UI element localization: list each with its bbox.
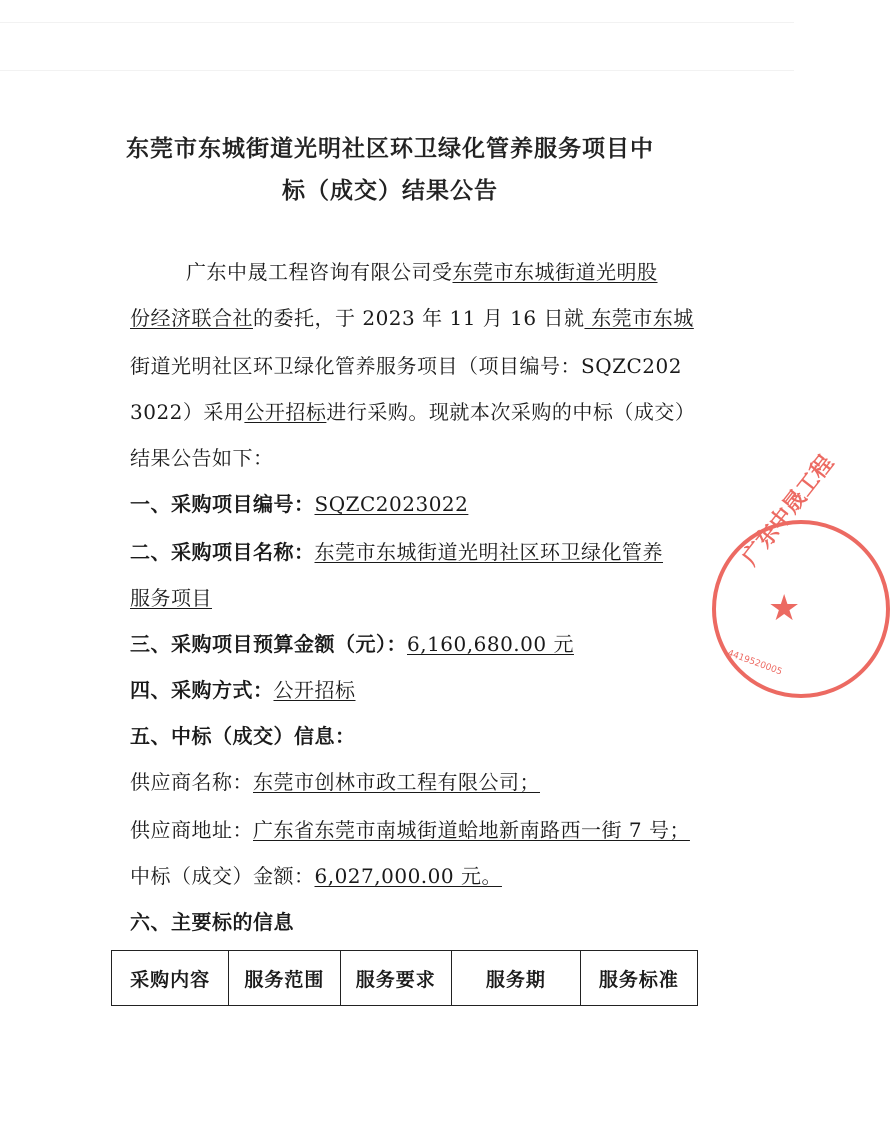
agency-name: 广东中晟工程咨询有限公司受: [186, 260, 453, 284]
company-seal: [712, 451, 890, 698]
title-line-1: 东莞市东城街道光明社区环卫绿化管养服务项目中: [126, 135, 654, 162]
item-budget: [130, 630, 574, 658]
supplier-address-value: 广东省东莞市南城街道蛤地新南路西一街 7 号；: [253, 818, 690, 842]
procurement-method-inline: 公开招标: [244, 400, 327, 424]
table-header-cell: 采购内容: [112, 951, 229, 1006]
award-amount-value: 6,027,000.00 元。: [314, 864, 502, 888]
budget-value: 6,160,680.00 元: [407, 632, 574, 656]
project-name-label: 二、采购项目名称：: [130, 540, 315, 564]
intro-line-3: 街道光明社区环卫绿化管养服务项目（项目编号：SQZC202: [130, 354, 682, 378]
item-award-amount: [130, 862, 502, 890]
intro-line-5: 结果公告如下：: [130, 446, 274, 470]
scan-artifact-line: [0, 22, 794, 23]
method-label: 四、采购方式：: [130, 678, 274, 702]
table-header-cell: 服务范围: [229, 951, 340, 1006]
table-header-row: [112, 951, 698, 1006]
project-number-value: SQZC2023022: [314, 492, 469, 516]
project-number-label: 一、采购项目编号：: [130, 492, 315, 516]
item-project-name: [130, 538, 663, 566]
project-name-value-cont: 服务项目: [130, 586, 212, 610]
intro-line-2: [130, 304, 694, 332]
project-name-part1: 东莞市东城: [584, 306, 694, 330]
supplier-name-label: 供应商名称：: [130, 770, 253, 794]
table-header-cell: 服务期: [451, 951, 580, 1006]
item-supplier-name: [130, 768, 540, 796]
seal-number: 4419520005: [726, 648, 784, 678]
commission-date: 的委托，于 2023 年 11 月 16 日就: [253, 306, 585, 330]
seal-text: 广东中晟工程: [737, 451, 839, 571]
supplier-address-label: 供应商地址：: [130, 818, 253, 842]
purchaser-name-part2: 份经济联合社: [130, 306, 253, 330]
method-value: 公开招标: [273, 678, 356, 702]
project-name-value: 东莞市东城街道光明社区环卫绿化管养: [314, 540, 663, 564]
intro-line-4: [130, 398, 695, 426]
table-header-cell: 服务要求: [340, 951, 451, 1006]
item-project-number: [130, 490, 468, 518]
award-info-label: 五、中标（成交）信息：: [130, 724, 356, 748]
purchaser-name-part1: 东莞市东城街道光明股: [452, 260, 658, 284]
intro-closing: 进行采购。现就本次采购的中标（成交）: [326, 400, 696, 424]
item-project-name-cont: [130, 584, 212, 612]
item-method: [130, 676, 356, 704]
main-subject-label: 六、主要标的信息: [130, 910, 294, 934]
project-number-tail: 3022）采用: [130, 400, 245, 424]
scan-artifact-line: [0, 70, 794, 71]
table-header-cell: 服务标准: [580, 951, 697, 1006]
award-amount-label: 中标（成交）金额：: [130, 864, 315, 888]
item-supplier-address: [130, 816, 690, 844]
intro-line-1: [186, 258, 658, 286]
seal-star-icon: ★: [768, 588, 801, 629]
subject-info-table: [111, 950, 698, 1006]
title-line-2: 标（成交）结果公告: [282, 177, 498, 204]
budget-label: 三、采购项目预算金额（元）：: [130, 632, 407, 656]
supplier-name-value: 东莞市创林市政工程有限公司；: [253, 770, 540, 794]
